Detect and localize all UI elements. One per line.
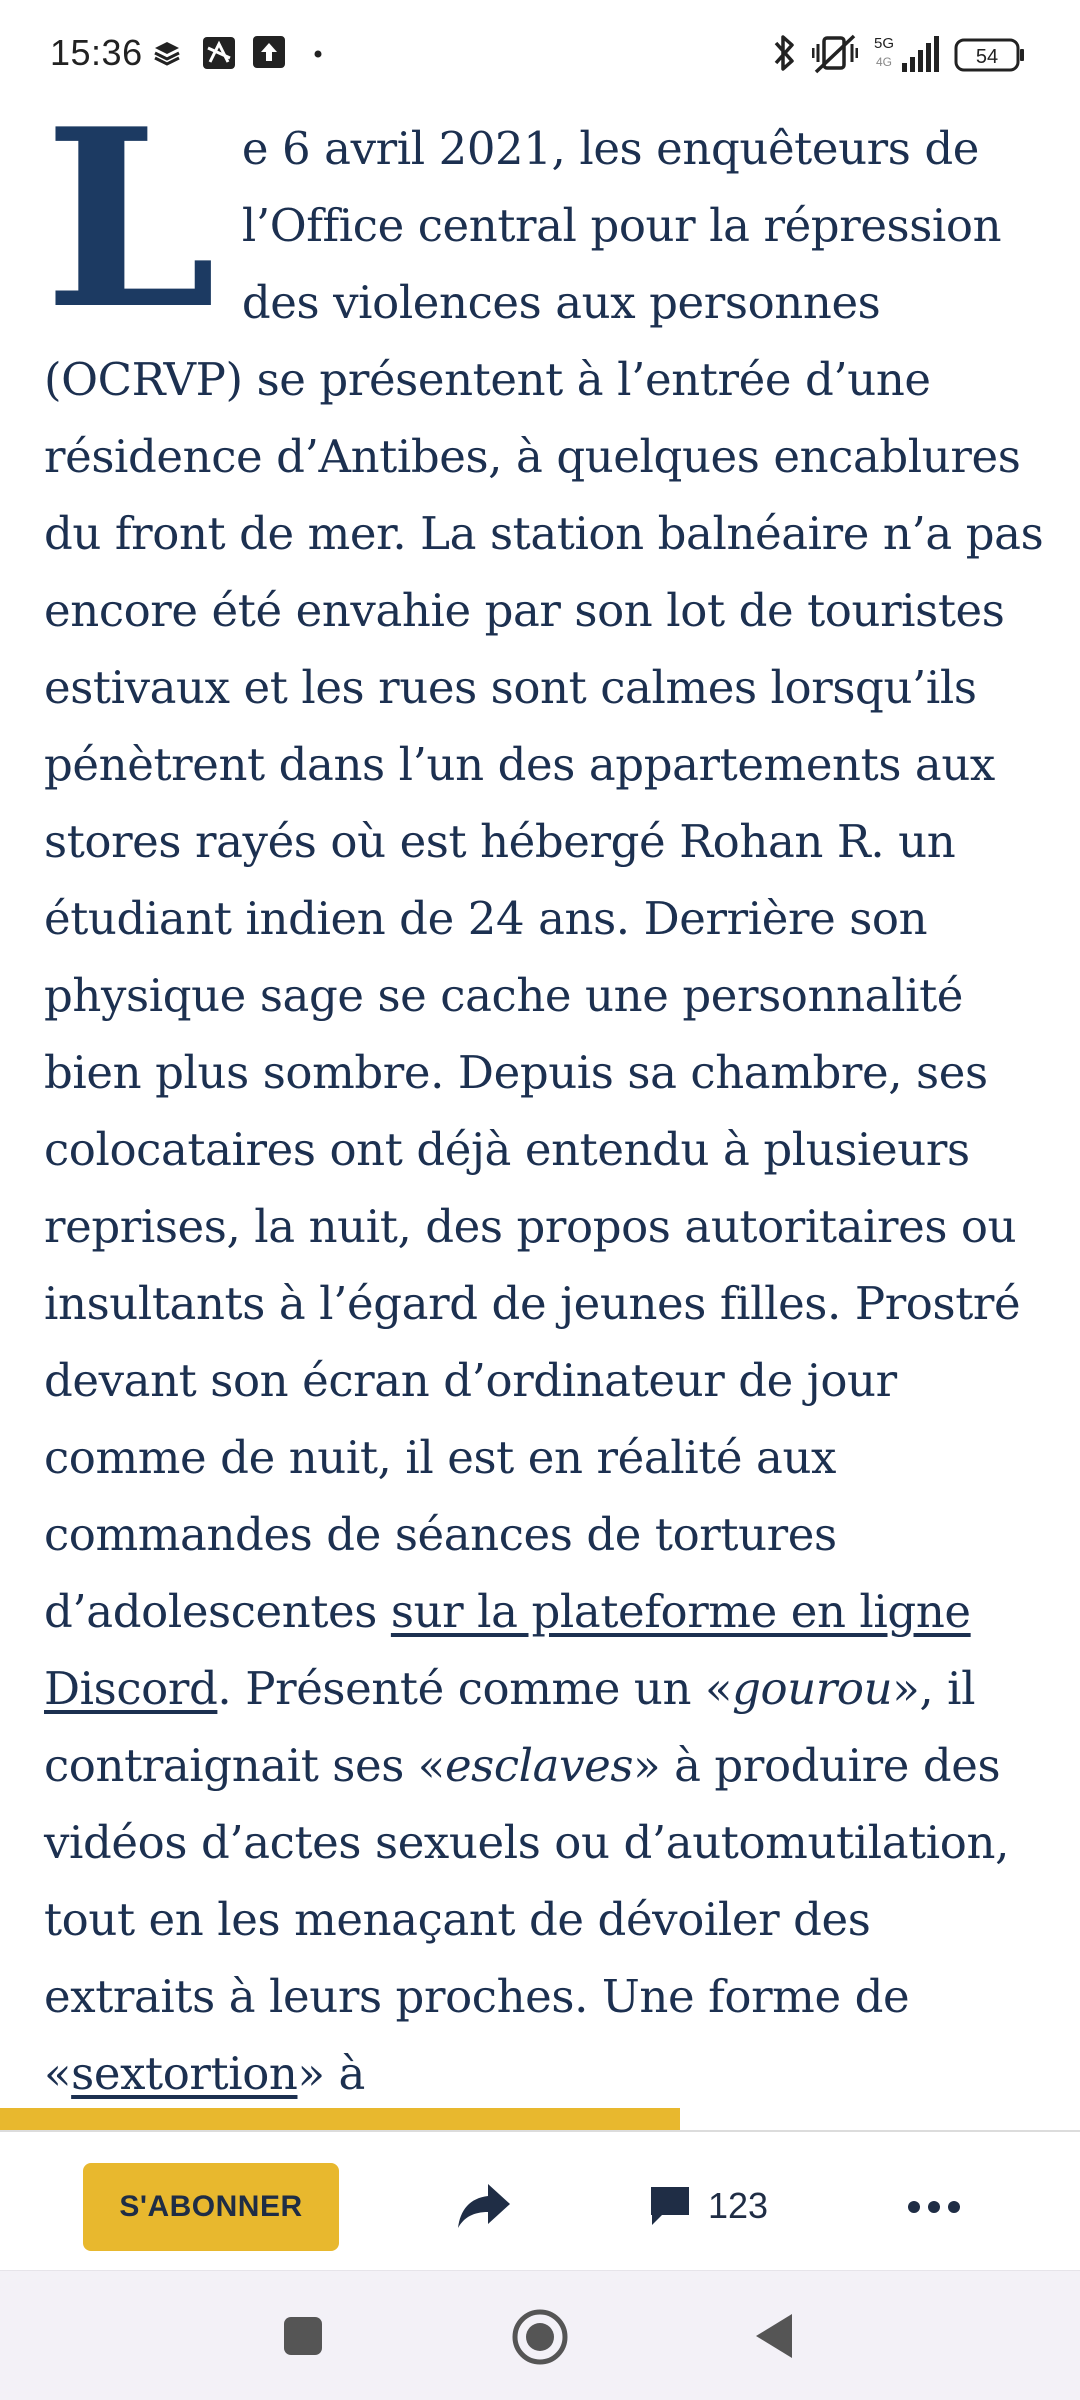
vibrate-off-icon [812,32,858,76]
share-icon[interactable] [456,2180,512,2232]
status-time: 15:36 [50,32,143,73]
bluetooth-icon [770,32,798,74]
comments-count: 123 [708,2185,769,2226]
notification-icon [200,34,238,72]
paragraph-text: e 6 avril 2021, les enquêteurs de l’Office central pour la répression des violences aux personnes (OCRVP) se présentent à l’entrée d’une résidence d’Antibes, à quelques encablures du front de mer. La station balnéaire n’a pas encore été envahie par son lot de touristes estivaux et les rues sont calmes lorsqu’ils pénètrent dans l’un des appartements aux stores rayés où est hébergé Rohan R. un étudiant indien de 24 ans. Derrière son physique sage se cache une personnalité bien plus sombre. Depuis sa chambre, ses colocataires ont déjà entendu à plusieurs reprises, la nuit, des propos autoritaires ou insultants à l’égard de jeunes filles. Prostré devant son écran d’ordinateur de jour comme de nuit, il est en réalité aux commandes de séances de tortures d’adolescentes [44,122,1044,1638]
layers-icon [153,40,181,66]
recents-button-icon[interactable] [282,2315,324,2357]
quote-esclaves: esclaves [444,1739,634,1792]
comment-icon [648,2184,692,2228]
status-bar [0,0,1080,108]
svg-text:4G: 4G [876,55,893,69]
comments-button[interactable] [648,2176,768,2236]
home-button-icon[interactable] [510,2307,570,2367]
signal-icon [872,34,942,74]
reading-progress-bar [0,2108,1080,2130]
drop-cap: L [44,108,216,363]
paragraph-text: » à [297,2047,365,2100]
dot-icon [314,50,322,58]
network-label: 5G [874,35,895,52]
article-paragraph [44,110,1044,2108]
paragraph-text: », il contraignait ses « [44,1662,976,1792]
battery-level: 54 [975,46,999,68]
quote-gourou: gourou [732,1662,893,1715]
reading-progress-fill [0,2108,680,2130]
paragraph-text: » à produire des vidéos d’actes sexuels ou d’automutilation, tout en les menaçant de dévoiler des extraits à leurs proches. Une forme de « [44,1739,1009,2100]
upload-icon [252,35,286,69]
subscribe-button[interactable]: S'ABONNER [83,2163,339,2251]
discord-link[interactable]: sur la plateforme en ligne Discord [44,1585,971,1715]
sextortion-link[interactable]: sextortion [71,2047,298,2100]
article-body [0,108,1080,2108]
paragraph-text: . Présenté comme un « [217,1662,733,1715]
action-bar [0,2132,1080,2270]
back-button-icon[interactable] [752,2311,796,2361]
battery-icon [954,38,1026,72]
more-options-icon[interactable] [904,2192,964,2222]
system-navigation-bar [0,2270,1080,2400]
